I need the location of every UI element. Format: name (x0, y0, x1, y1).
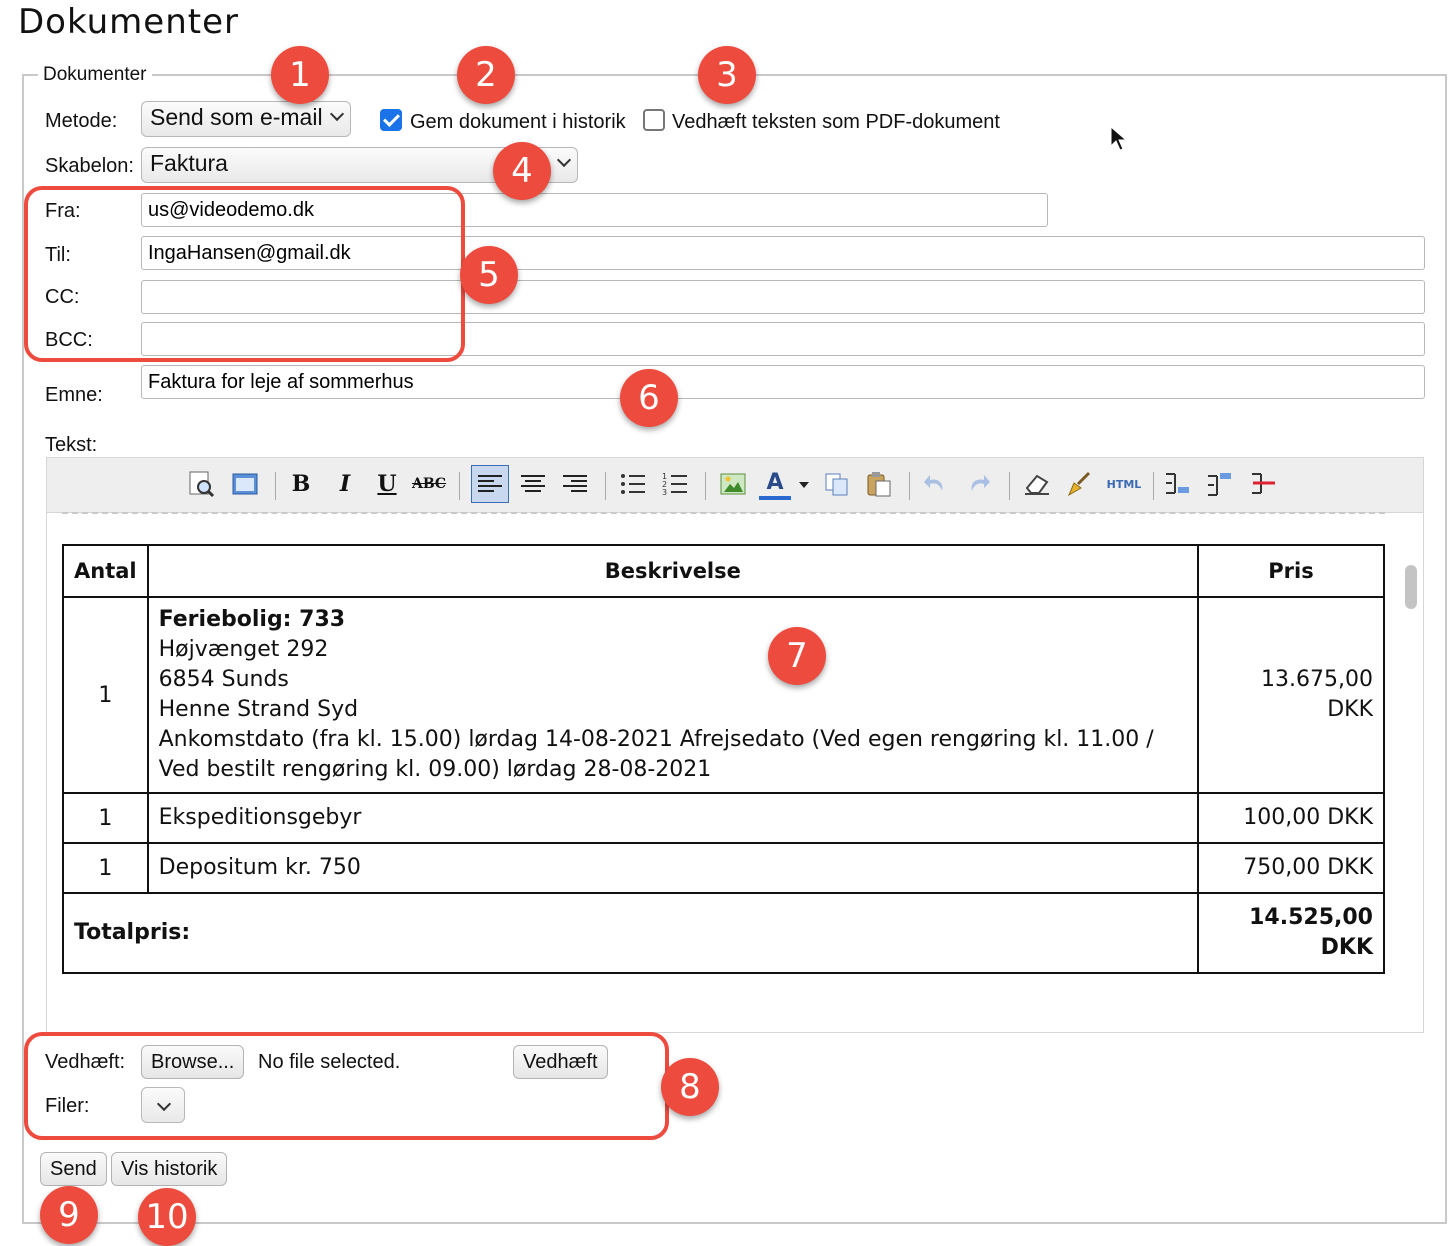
save-history-checkbox[interactable] (380, 109, 402, 131)
page-title: Dokumenter (18, 2, 239, 42)
toolbar-separator (705, 472, 706, 500)
clean-format-icon[interactable] (1063, 468, 1095, 500)
subject-label: Emne: (45, 384, 103, 406)
bullet-list-icon[interactable] (617, 468, 649, 500)
attach-pdf-checkbox[interactable] (643, 109, 665, 131)
browse-button[interactable]: Browse... (141, 1045, 244, 1079)
editor-top-border (62, 512, 1385, 514)
address-line: Henne Strand Syd (158, 697, 359, 722)
editor-toolbar (46, 457, 1424, 513)
svg-text:3: 3 (662, 488, 668, 496)
table-row (63, 793, 1384, 843)
editor-scrollbar[interactable] (1405, 565, 1417, 609)
align-left-icon[interactable] (471, 465, 509, 503)
toolbar-separator (605, 472, 606, 500)
attach-label: Vedhæft: (45, 1051, 126, 1073)
redo-icon[interactable] (963, 468, 995, 500)
qty-cell: 1 (63, 843, 148, 893)
align-right-icon[interactable] (559, 468, 591, 500)
desc-cell (148, 597, 1198, 793)
method-select[interactable] (141, 101, 351, 137)
text-label: Tekst: (45, 434, 98, 456)
files-label: Filer: (45, 1095, 90, 1117)
fieldset-legend: Dokumenter (38, 64, 152, 86)
toolbar-separator (1009, 472, 1010, 500)
history-button[interactable]: Vis historik (111, 1152, 227, 1186)
numbered-list-icon[interactable] (659, 468, 691, 500)
subject-input[interactable] (141, 365, 1425, 399)
svg-text:2: 2 (662, 480, 668, 489)
delete-row-icon[interactable] (1247, 468, 1279, 500)
total-amount: 14.525,00 (1249, 905, 1373, 930)
attach-pdf-label: Vedhæft teksten som PDF-dokument (672, 111, 1000, 133)
qty-cell: 1 (63, 793, 148, 843)
align-center-icon[interactable] (517, 468, 549, 500)
total-row (63, 893, 1384, 973)
paste-icon[interactable] (863, 468, 895, 500)
callout-badge: 6 (620, 369, 678, 427)
property-title: Feriebolig: 733 (158, 607, 346, 632)
italic-button[interactable]: I (339, 471, 351, 497)
insert-row-after-icon[interactable] (1161, 468, 1193, 500)
svg-text:1: 1 (662, 472, 668, 481)
total-label: Totalpris: (63, 893, 1198, 973)
no-file-text: No file selected. (258, 1051, 401, 1073)
dates-line: Ankomstdato (fra kl. 15.00) lørdag 14-08-2021 Afrejsedato (Ved egen rengøring kl. 11.00 / Ved bestilt rengøring kl. 09.00) lørdag 28-08-2021 (158, 727, 1154, 782)
toolbar-separator (909, 472, 910, 500)
toolbar-separator (1153, 472, 1154, 500)
html-source-button[interactable]: HTML (1106, 477, 1142, 491)
price-currency: DKK (1327, 697, 1373, 722)
price-cell: 100,00 DKK (1198, 793, 1384, 843)
desc-cell: Depositum kr. 750 (148, 843, 1198, 893)
chevron-down-icon (557, 153, 571, 167)
total-currency: DKK (1320, 935, 1373, 960)
callout-badge: 7 (768, 627, 826, 685)
dropdown-arrow-icon[interactable] (799, 482, 809, 488)
from-label: Fra: (45, 200, 81, 222)
price-cell: 750,00 DKK (1198, 843, 1384, 893)
bold-button[interactable]: B (291, 471, 311, 497)
copy-icon[interactable] (821, 468, 853, 500)
template-value: Faktura (150, 150, 228, 176)
highlight-box-attachments (24, 1032, 669, 1140)
price-amount: 13.675,00 (1261, 667, 1373, 692)
callout-badge: 3 (698, 46, 756, 104)
insert-row-before-icon[interactable] (1203, 468, 1235, 500)
desc-cell: Ekspeditionsgebyr (148, 793, 1198, 843)
send-button[interactable]: Send (40, 1152, 107, 1186)
mouse-cursor-icon (1110, 126, 1128, 152)
to-label: Til: (45, 244, 71, 266)
toolbar-separator (459, 472, 460, 500)
highlight-box-recipients (24, 186, 465, 362)
underline-button[interactable]: U (377, 471, 397, 497)
chevron-down-icon (330, 107, 344, 121)
address-line: 6854 Sunds (158, 667, 289, 692)
attach-button[interactable]: Vedhæft (513, 1045, 608, 1079)
undo-icon[interactable] (919, 468, 951, 500)
address-line: Højvænget 292 (158, 637, 329, 662)
font-color-button[interactable]: A (759, 468, 791, 500)
invoice-table (62, 544, 1385, 974)
strikethrough-button[interactable]: ABC (411, 476, 447, 492)
bcc-label: BCC: (45, 329, 93, 351)
price-cell (1198, 597, 1384, 793)
header-desc: Beskrivelse (148, 545, 1198, 597)
callout-badge: 1 (271, 46, 329, 104)
callout-badge: 9 (40, 1186, 98, 1244)
callout-badge: 2 (457, 46, 515, 104)
preview-icon[interactable] (185, 468, 217, 500)
header-price: Pris (1198, 545, 1384, 597)
insert-image-icon[interactable] (717, 468, 749, 500)
table-row (63, 597, 1384, 793)
table-header-row (63, 545, 1384, 597)
fullscreen-icon[interactable] (229, 468, 261, 500)
method-label: Metode: (45, 110, 118, 132)
qty-cell: 1 (63, 597, 148, 793)
eraser-icon[interactable] (1021, 468, 1053, 500)
callout-badge: 8 (661, 1058, 719, 1116)
callout-badge: 4 (493, 142, 551, 200)
template-label: Skabelon: (45, 155, 134, 177)
callout-badge: 5 (460, 246, 518, 304)
toolbar-separator (275, 472, 276, 500)
callout-badge: 10 (138, 1188, 196, 1246)
total-cell (1198, 893, 1384, 973)
cc-label: CC: (45, 286, 80, 308)
method-value: Send som e-mail (150, 104, 323, 130)
header-qty: Antal (63, 545, 148, 597)
save-history-label: Gem dokument i historik (410, 111, 626, 133)
table-row (63, 843, 1384, 893)
